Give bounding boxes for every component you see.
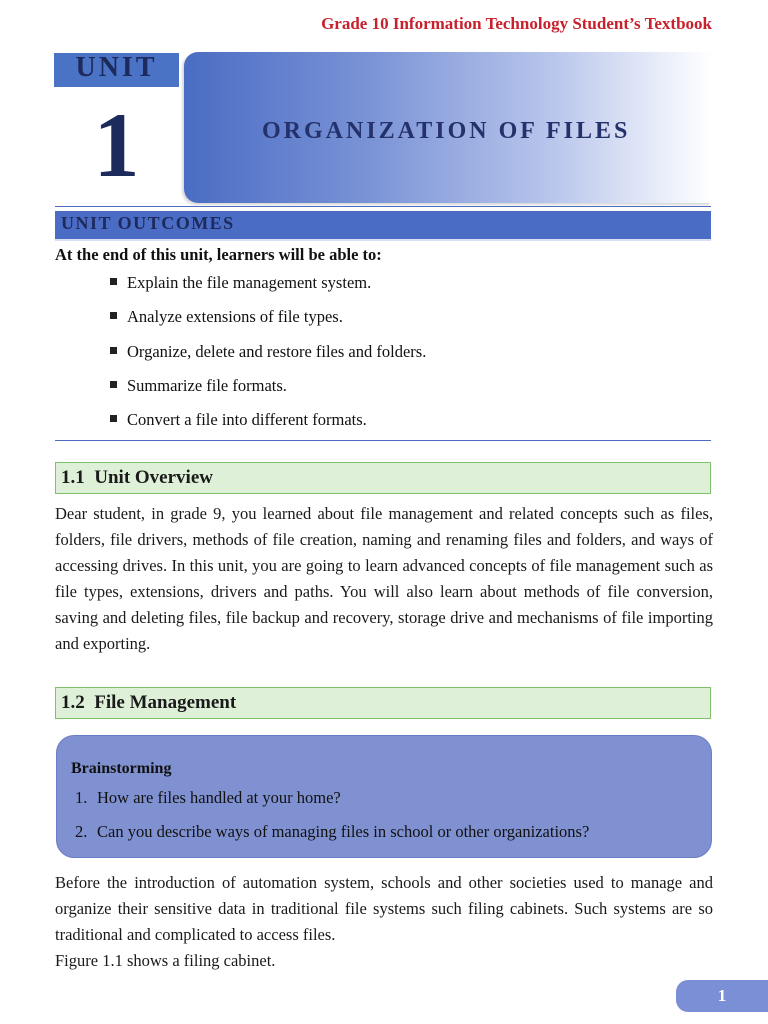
square-bullet-icon: [110, 312, 117, 319]
square-bullet-icon: [110, 347, 117, 354]
question-number: 1.: [75, 788, 88, 807]
outcome-text: Convert a file into different formats.: [127, 410, 367, 430]
running-header: Grade 10 Information Technology Student’s Textbook: [321, 14, 712, 33]
section-heading-1-1: [55, 462, 711, 494]
square-bullet-icon: [110, 381, 117, 388]
overview-paragraph: Dear student, in grade 9, you learned about file management and related concepts such as files, folders, file drivers, methods of file creation, naming and renaming files and folders, and ways of accessing drives. In this unit, you are going to learn advanced concepts of file management such as file types, extensions, drivers and paths. You will also learn about methods of file conversion, saving and deleting files, file backup and recovery, storage drive and mechanisms of file importing and exporting.: [55, 504, 713, 653]
brainstorming-list: [75, 788, 589, 856]
square-bullet-icon: [110, 278, 117, 285]
unit-title: ORGANIZATION OF FILES: [262, 118, 631, 144]
unit-number: 1: [93, 94, 140, 196]
section-title: Unit Overview: [94, 467, 213, 488]
figure-reference: Figure 1.1 shows a filing cabinet.: [55, 951, 276, 970]
outcomes-header-bar: [55, 211, 711, 241]
section-number: 1.1: [61, 467, 85, 488]
question-text: How are files handled at your home?: [97, 788, 341, 807]
outcome-item: [110, 376, 426, 410]
brainstorming-title: Brainstorming: [71, 760, 172, 777]
outcome-text: Summarize file formats.: [127, 375, 287, 395]
section-heading-text: [61, 692, 236, 714]
section-title: File Management: [94, 692, 237, 713]
outcomes-title: UNIT OUTCOMES: [61, 213, 235, 233]
closing-paragraph: Before the introduction of automation system, schools and other societies used to manage and organize their sensitive data in traditional file systems such filing cabinets. Such systems are so traditional and complicated to access files.: [55, 873, 713, 944]
brainstorming-box: [56, 735, 712, 858]
divider-top: [55, 206, 711, 207]
outcome-item: [110, 342, 426, 376]
section-heading-1-2: [55, 687, 711, 719]
outcome-text: Organize, delete and restore files and folders.: [127, 341, 427, 361]
outcomes-list: [110, 273, 426, 444]
brainstorming-question: [75, 788, 589, 822]
brainstorming-question: [75, 822, 589, 856]
question-number: 2.: [75, 822, 88, 841]
divider-bottom: [55, 440, 711, 441]
unit-label: UNIT: [54, 53, 179, 87]
question-text: Can you describe ways of managing files in school or other organizations?: [97, 822, 590, 841]
outcome-item: [110, 307, 426, 341]
page-number: 1: [676, 980, 768, 1012]
outcome-text: Analyze extensions of file types.: [127, 307, 343, 327]
section-heading-text: [61, 467, 213, 489]
outcome-item: [110, 273, 426, 307]
outcome-text: Explain the file management system.: [127, 273, 372, 292]
outcomes-intro: At the end of this unit, learners will be able to:: [55, 245, 382, 264]
section-number: 1.2: [61, 692, 85, 713]
square-bullet-icon: [110, 415, 117, 422]
